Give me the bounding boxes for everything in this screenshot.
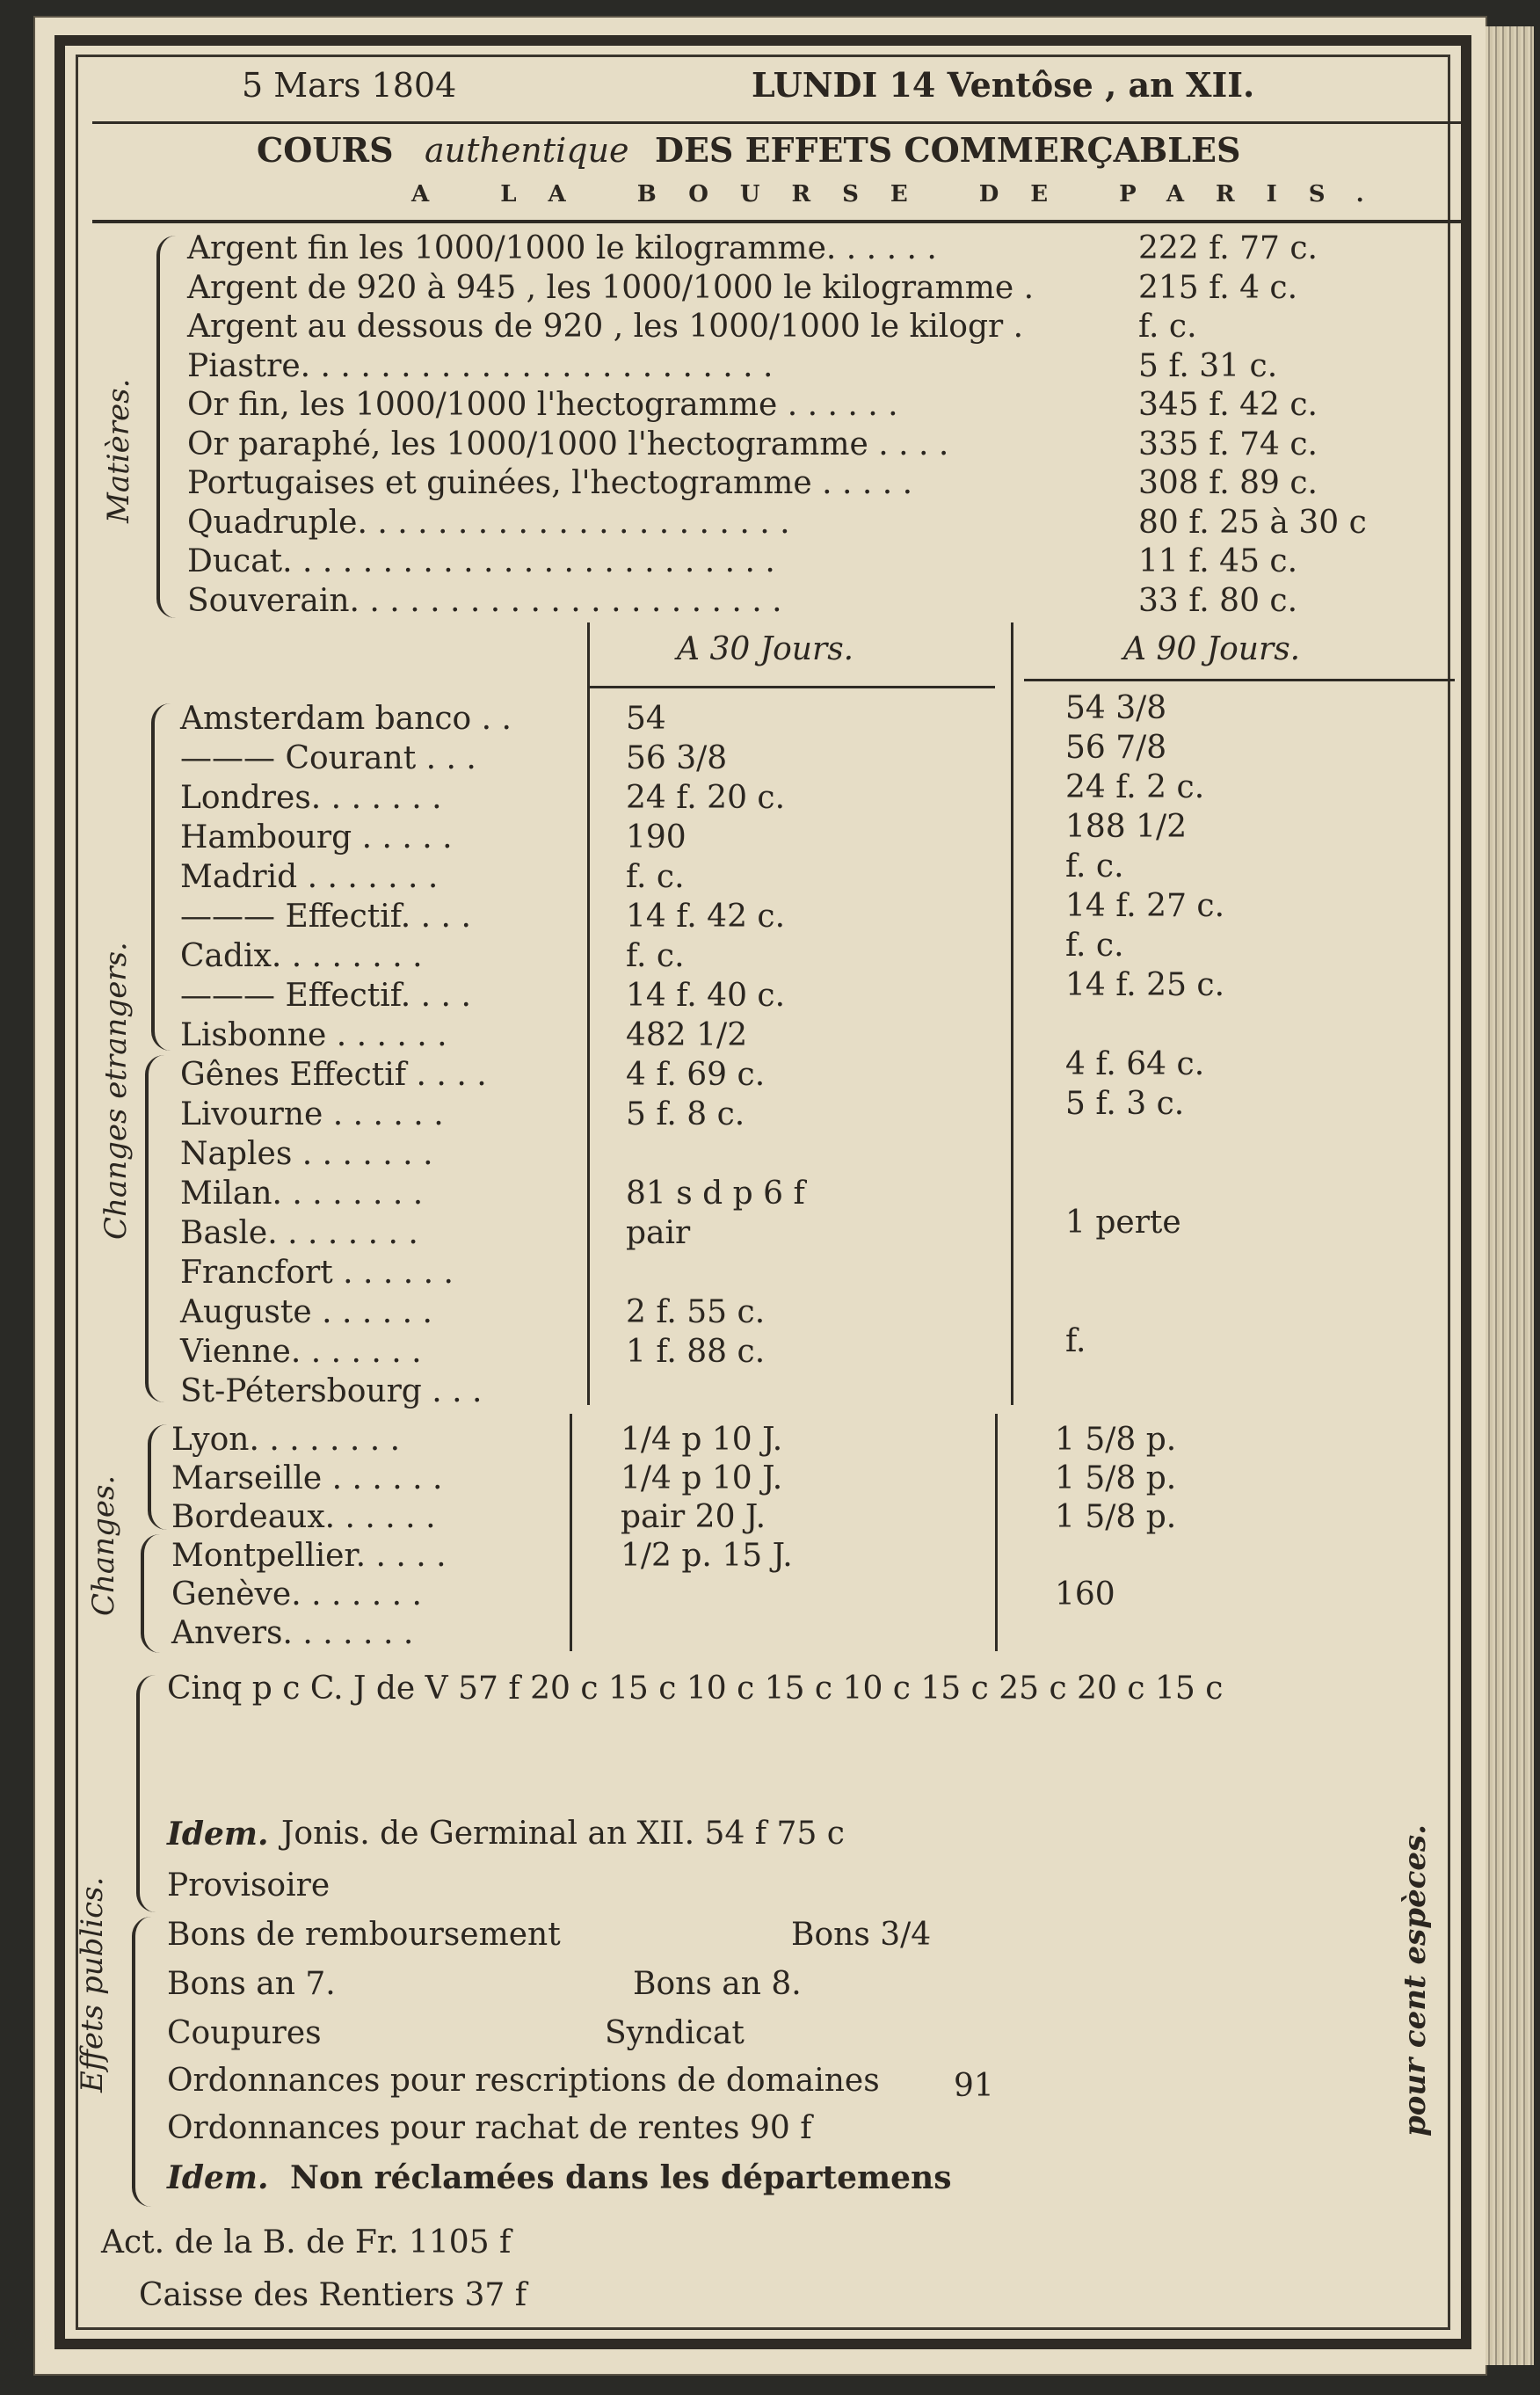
ordonnances-rescriptions-row: Ordonnances pour rescriptions de domaines	[167, 2063, 880, 2099]
matieres-row-value: 11 f. 45 c.	[1138, 543, 1298, 579]
changes-etrangers-row-30j: 24 f. 20 c.	[626, 780, 786, 816]
matieres-row-name: Or fin, les 1000/1000 l'hectogramme . . . . . .	[187, 387, 898, 423]
cinq-pour-cent-row: Cinq p c C. J de V 57 f 20 c 15 c 10 c 15 c 10 c 15 c 25 c 20 c 15 c	[167, 1671, 1224, 1707]
changes-etrangers-row-30j: 190	[626, 819, 686, 855]
matieres-row-value: 335 f. 74 c.	[1138, 426, 1318, 462]
matieres-row-name: Ducat. . . . . . . . . . . . . . . . . . . . . . . . .	[187, 543, 775, 579]
changes-divider-30	[570, 1414, 572, 1651]
matieres-label: Matières.	[101, 378, 136, 523]
idem-label-2: Idem.	[167, 2159, 269, 2196]
jouis-germinal-row: Jonis. de Germinal an XII. 54 f 75 c	[281, 1816, 845, 1852]
matieres-row-name: Portugaises et guinées, l'hectogramme . . . . .	[187, 465, 913, 501]
changes-etrangers-row-90j: 14 f. 25 c.	[1065, 967, 1225, 1003]
matieres-row-name: Argent de 920 à 945 , les 1000/1000 le kilogramme .	[187, 269, 1035, 306]
changes-etrangers-row-90j: f. c.	[1065, 848, 1124, 884]
changes-row-30j: 1/4 p 10 J.	[621, 1460, 783, 1496]
effets-brace-2	[132, 1917, 151, 2207]
non-reclamees-row: Non réclamées dans les départemens	[290, 2159, 952, 2196]
changes-etrangers-row-name: Madrid . . . . . . .	[180, 859, 439, 895]
changes-etrangers-row-30j: 482 1/2	[626, 1017, 748, 1053]
changes-etrangers-row-90j: f.	[1065, 1323, 1086, 1359]
changes-etrangers-row-name: Milan. . . . . . . .	[180, 1176, 424, 1212]
changes-etrangers-row-name: ——— Effectif. . . .	[180, 899, 471, 935]
col-90-divider	[1011, 622, 1013, 1405]
changes-row-90j: 1 5/8 p.	[1055, 1499, 1177, 1535]
changes-etrangers-row-name: Auguste . . . . . .	[180, 1294, 432, 1330]
changes-brace-2	[141, 1534, 160, 1653]
ordonnances-rescriptions-value: 91	[954, 2068, 994, 2104]
changes-etrangers-row-name: ——— Effectif. . . .	[180, 978, 471, 1014]
changes-etrangers-row-name: Lisbonne . . . . . .	[180, 1017, 447, 1053]
changes-etrangers-row-name: Amsterdam banco . .	[180, 701, 512, 737]
changes-brace-1	[148, 1424, 167, 1530]
matieres-row-name: Or paraphé, les 1000/1000 l'hectogramme . . . .	[187, 426, 949, 462]
changes-etrangers-brace-1	[151, 703, 171, 1051]
effets-brace-1	[136, 1675, 156, 1912]
provisoire-row: Provisoire	[167, 1867, 331, 1904]
changes-etrangers-row-90j: 4 f. 64 c.	[1065, 1046, 1205, 1082]
changes-etrangers-row-name: Londres. . . . . . .	[180, 780, 442, 816]
title-cours: COURS	[257, 130, 394, 170]
changes-etrangers-row-name: Livourne . . . . . .	[180, 1096, 444, 1132]
changes-etrangers-row-30j: 4 f. 69 c.	[626, 1057, 766, 1093]
changes-etrangers-row-name: Gênes Effectif . . . .	[180, 1057, 487, 1093]
coupures-row: Coupures	[167, 2015, 322, 2051]
syndicat: Syndicat	[605, 2015, 745, 2051]
changes-etrangers-row-90j: 5 f. 3 c.	[1065, 1086, 1185, 1122]
pour-cent-especes-label: pour cent espèces.	[1398, 1824, 1433, 2137]
changes-etrangers-row-30j: 14 f. 42 c.	[626, 899, 786, 935]
changes-etrangers-row-name: Basle. . . . . . . .	[180, 1215, 418, 1251]
changes-etrangers-label: Changes etrangers.	[98, 942, 134, 1240]
title-rule	[92, 220, 1464, 223]
col-90-rule	[1024, 679, 1455, 681]
changes-row-90j: 1 5/8 p.	[1055, 1422, 1177, 1458]
changes-label: Changes.	[86, 1474, 121, 1616]
changes-etrangers-row-30j: 81 s d p 6 f	[626, 1176, 805, 1212]
changes-row-90j: 1 5/8 p.	[1055, 1460, 1177, 1496]
matieres-row-value: 80 f. 25 à 30 c	[1138, 504, 1367, 541]
matieres-row-value: 5 f. 31 c.	[1138, 347, 1278, 384]
changes-etrangers-row-30j: 56 3/8	[626, 740, 728, 776]
caisse-rentiers: Caisse des Rentiers 37 f	[139, 2277, 527, 2313]
changes-row-30j: 1/4 p 10 J.	[621, 1422, 783, 1458]
ordonnances-rachat-row: Ordonnances pour rachat de rentes 90 f	[167, 2110, 812, 2146]
matieres-row-value: 345 f. 42 c.	[1138, 387, 1318, 423]
changes-row-90j: 160	[1055, 1576, 1115, 1612]
changes-row-name: Genève. . . . . . .	[171, 1576, 422, 1612]
title-authentique: authentique	[425, 131, 629, 170]
changes-etrangers-row-30j: 54	[626, 701, 666, 737]
date-republican: LUNDI 14 Ventôse , an XII.	[752, 65, 1255, 105]
changes-etrangers-row-90j: 54 3/8	[1065, 690, 1167, 726]
changes-etrangers-row-90j: 1 perte	[1065, 1205, 1181, 1241]
page-edge	[1486, 26, 1534, 2365]
matieres-row-name: Argent au dessous de 920 , les 1000/1000 le kilogr .	[187, 309, 1024, 345]
changes-etrangers-row-30j: 1 f. 88 c.	[626, 1334, 766, 1370]
changes-row-name: Montpellier. . . . .	[171, 1538, 447, 1574]
col-90-jours: A 90 Jours.	[1123, 631, 1301, 667]
matieres-row-value: 222 f. 77 c.	[1138, 230, 1318, 266]
effets-publics-label: Effets publics.	[75, 1876, 110, 2093]
changes-etrangers-row-90j: 56 7/8	[1065, 730, 1167, 766]
bons-an-7: Bons an 7.	[167, 1966, 336, 2002]
idem-label-1: Idem.	[167, 1816, 269, 1853]
changes-etrangers-row-name: ——— Courant . . .	[180, 740, 476, 776]
matieres-brace	[156, 236, 176, 618]
changes-etrangers-row-30j: 2 f. 55 c.	[626, 1294, 766, 1330]
bons-remboursement-row: Bons de remboursement	[167, 1917, 561, 1953]
changes-row-name: Bordeaux. . . . . .	[171, 1499, 436, 1535]
header-rule	[92, 121, 1464, 124]
title-effets: DES EFFETS COMMERÇABLES	[655, 130, 1241, 170]
changes-etrangers-row-90j: 188 1/2	[1065, 809, 1188, 845]
act-banque-france: Act. de la B. de Fr. 1105 f	[101, 2224, 512, 2260]
matieres-row-value: f. c.	[1138, 309, 1197, 345]
changes-row-30j: 1/2 p. 15 J.	[621, 1538, 793, 1574]
changes-etrangers-row-name: Francfort . . . . . .	[180, 1255, 454, 1291]
matieres-row-value: 215 f. 4 c.	[1138, 269, 1298, 306]
col-30-jours: A 30 Jours.	[677, 631, 854, 667]
bons-an-8: Bons an 8.	[633, 1966, 802, 2002]
changes-row-name: Anvers. . . . . . .	[171, 1615, 414, 1651]
changes-divider-90	[995, 1414, 998, 1651]
col-30-divider	[587, 622, 590, 1405]
changes-etrangers-row-30j: 5 f. 8 c.	[626, 1096, 745, 1132]
changes-etrangers-row-90j: 24 f. 2 c.	[1065, 769, 1205, 805]
changes-etrangers-row-name: Naples . . . . . . .	[180, 1136, 433, 1172]
changes-etrangers-row-30j: f. c.	[626, 859, 685, 895]
matieres-row-value: 33 f. 80 c.	[1138, 582, 1298, 619]
changes-etrangers-row-90j: 14 f. 27 c.	[1065, 888, 1225, 924]
matieres-row-value: 308 f. 89 c.	[1138, 465, 1318, 501]
changes-etrangers-row-30j: pair	[626, 1215, 691, 1251]
changes-etrangers-row-30j: 14 f. 40 c.	[626, 978, 786, 1014]
bons-3-4: Bons 3/4	[791, 1917, 932, 1953]
changes-etrangers-row-name: St-Pétersbourg . . .	[180, 1373, 483, 1409]
changes-etrangers-row-name: Hambourg . . . . .	[180, 819, 453, 855]
changes-etrangers-row-90j: f. c.	[1065, 928, 1124, 964]
matieres-row-name: Souverain. . . . . . . . . . . . . . . . . . . . . .	[187, 582, 782, 619]
col-30-rule	[589, 686, 995, 688]
changes-row-30j: pair 20 J.	[621, 1499, 766, 1535]
matieres-row-name: Quadruple. . . . . . . . . . . . . . . . . . . . . .	[187, 504, 790, 541]
changes-row-name: Lyon. . . . . . . .	[171, 1422, 401, 1458]
date-gregorian: 5 Mars 1804	[242, 66, 457, 105]
title-subtitle: A LA BOURSE DE PARIS.	[411, 181, 1396, 207]
changes-etrangers-row-name: Vienne. . . . . . .	[180, 1334, 422, 1370]
changes-etrangers-row-30j: f. c.	[626, 938, 685, 974]
changes-etrangers-brace-2	[145, 1055, 164, 1402]
changes-row-name: Marseille . . . . . .	[171, 1460, 443, 1496]
matieres-row-name: Piastre. . . . . . . . . . . . . . . . . . . . . . . .	[187, 347, 774, 384]
changes-etrangers-row-name: Cadix. . . . . . . .	[180, 938, 423, 974]
matieres-row-name: Argent fin les 1000/1000 le kilogramme. . . . . .	[187, 230, 937, 266]
